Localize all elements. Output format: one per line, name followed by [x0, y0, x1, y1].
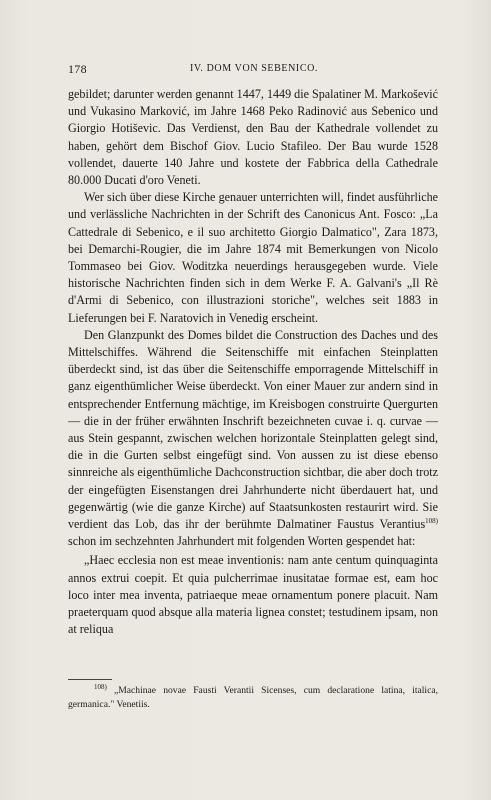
footnote	[68, 684, 438, 712]
footnote-reference: 108)	[425, 517, 438, 526]
paragraph-3-text: Den Glanzpunkt des Domes bildet die Construction des Daches und des Mittelschiffes. Während die Seitenschiffe mit einfachen Steinplatten überdeckt sind, ist das über die Seitenschiffe emporragende Mittelschiff in ganz eigenthümlicher Weise überdeckt. Von einer Mauer zur andern sind in entsprechender Entfernung mächtige, im Kreisbogen construirte Quergurten — die in der früher erwähnten Inschrift bezeichneten cuvae i. q. curvae — aus Stein gespannt, zwischen welchen horizontale Steinplatten gelegt sind, die in die Gurten selbst eingefügt sind. Von aussen zu ist diese ebenso sinnreiche als eigenthümliche Dachconstruction sichtbar, die aber doch trotz der eingefügten Eisenstangen drei Jahrhunderte nicht überdauert hat, und gegenwärtig (wie die ganze Kirche) auf Staatsunkosten restaurirt wird. Sie verdient das Lob, das ihr der berühmte Dalmatiner Faustus Verantius	[68, 327, 438, 532]
paragraph-1: gebildet; darunter werden genannt 1447, 1449 die Spalatiner M. Markošević und Vukasino Marković, im Jahre 1468 Peko Radinović aus Sebenico und Giorgio Hotiševic. Das Verdienst, den Bau der Kathedrale vollendet zu haben, gehört dem Bischof Giov. Lucio Stafileo. Der Bau wurde 1528 vollendet, dauerte 140 Jahre und kostete der Fabbrica della Cathedrale 80.000 Ducati d'oro Veneti.	[68, 87, 438, 188]
paragraph-2: Wer sich über diese Kirche genauer unterrichten will, findet ausführliche und verlässliche Nachrichten in der Schrift des Canonicus Ant. Fosco: „La Cattedrale di Sebenico, e il suo architetto Giorgio Dalmatico", Zara 1873, bei Demarchi-Rougier, die im Jahre 1874 mit Bemerkungen von Nicolo Tommaseo bei Giov. Woditzka neuerdings herausgegeben wurde. Viele historische Nachrichten finden sich in dem Werke F. A. Galvani's „Il Rè d'Armi di Sebenico, con illustrazioni storiche", welches seit 1883 in Lieferungen bei F. Naratovich in Venedig erscheint.	[68, 190, 438, 325]
page-number: 178	[68, 62, 87, 76]
paragraph-3	[68, 327, 438, 551]
paragraph-3-continuation: schon im sechzehnten Jahrhundert mit folgenden Worten gespendet hat:	[68, 534, 416, 549]
page-header	[68, 62, 440, 78]
running-title: IV. DOM VON SEBENICO.	[189, 63, 319, 74]
latin-quote: „Haec ecclesia non est meae inventionis: nam ante centum quinquaginta annos extrui coepit. Et quia pulcherrimae inusitatae formae est, eam hoc loco inter mea inventa, patriaeque meae ornamentum ponere placuit. Nam praeterquam quod absque alla materia lignea constet; testudinem ipsam, non at reliqua	[68, 553, 438, 637]
footnote-marker: 108)	[94, 682, 107, 691]
footnote-text: „Machinae novae Fausti Verantii Sicenses, cum declaratione latina, italica, germanica." Venetiis.	[68, 685, 438, 710]
footnote-divider	[68, 679, 112, 680]
body-text	[68, 86, 438, 639]
